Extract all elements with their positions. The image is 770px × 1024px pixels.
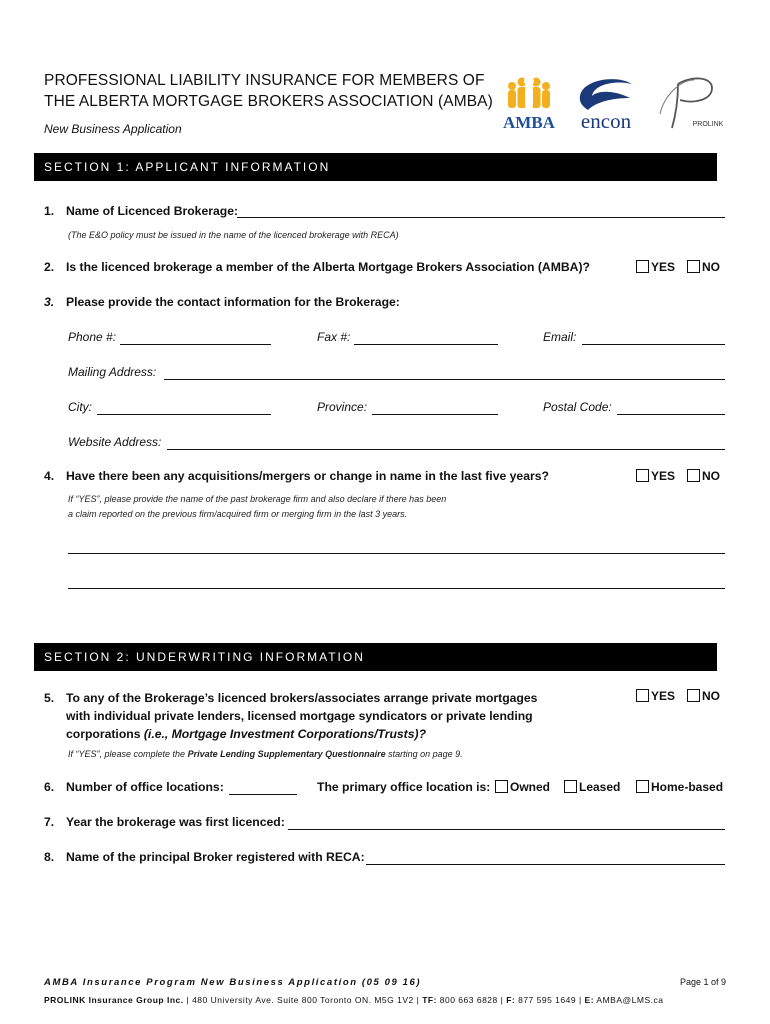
encon-logo	[572, 76, 640, 132]
leased-option[interactable]	[564, 780, 620, 794]
question-4	[44, 469, 549, 483]
footer-f-label: F:	[506, 995, 516, 1005]
q4-answer-line-2[interactable]	[68, 575, 725, 589]
question-3	[44, 295, 400, 309]
q5-no-label: NO	[702, 689, 720, 703]
question-7	[44, 815, 285, 829]
page-number: Page 1 of 9	[679, 977, 726, 987]
home-based-label: Home-based	[651, 780, 724, 794]
question-5	[44, 689, 537, 743]
footer-program-title: AMBA Insurance Program New Business Application (05 09 16)	[44, 977, 422, 988]
owned-option[interactable]	[495, 780, 550, 794]
province-field[interactable]	[372, 400, 498, 415]
question-1-label: Name of Licenced Brokerage:	[66, 204, 239, 218]
question-4-note-line-1: If “YES”, please provide the name of the past brokerage firm and also declare if there has been	[68, 494, 447, 504]
city-field[interactable]	[97, 400, 271, 415]
q5-yes-label: YES	[651, 689, 676, 703]
document-subtitle: New Business Application	[44, 122, 182, 136]
q2-yes-checkbox[interactable]	[636, 260, 649, 273]
question-1	[44, 204, 238, 218]
q5-yes-checkbox[interactable]	[636, 689, 649, 702]
q4-yes-checkbox[interactable]	[636, 469, 649, 482]
leased-label: Leased	[579, 780, 621, 794]
q2-no-option[interactable]	[687, 260, 720, 274]
home-based-checkbox[interactable]	[636, 780, 649, 793]
question-1-note: (The E&O policy must be issued in the name of the licenced brokerage with RECA)	[68, 230, 399, 240]
question-2	[44, 260, 590, 274]
footer-f: 877 595 1649 |	[515, 995, 585, 1005]
fax-label: Fax #:	[317, 330, 351, 344]
footer-email: AMBA@LMS.ca	[594, 995, 664, 1005]
fax-field[interactable]	[354, 330, 498, 345]
brokerage-name-field[interactable]	[237, 204, 725, 218]
title-line-2: THE ALBERTA MORTGAGE BROKERS ASSOCIATION (AMBA)	[44, 93, 493, 110]
footer-tf: 800 663 6828 |	[436, 995, 507, 1005]
document-title	[44, 70, 493, 112]
city-label: City:	[68, 400, 92, 414]
q2-no-checkbox[interactable]	[687, 260, 700, 273]
question-8	[44, 850, 365, 864]
question-5-note-b: Private Lending Supplementary Questionnaire	[187, 749, 386, 759]
q2-yes-option[interactable]	[636, 260, 675, 274]
province-label: Province:	[317, 400, 368, 414]
mailing-address-field[interactable]	[164, 365, 725, 380]
q5-no-checkbox[interactable]	[687, 689, 700, 702]
question-8-number: 8.	[44, 850, 55, 864]
prolink-logo-text: PROLINK	[692, 121, 724, 128]
title-line-1: PROFESSIONAL LIABILITY INSURANCE FOR MEMBERS OF	[44, 72, 485, 89]
question-5-line-3a: corporations	[66, 727, 144, 741]
question-2-number: 2.	[44, 260, 55, 274]
q4-no-label: NO	[702, 469, 720, 483]
question-7-label: Year the brokerage was first licenced:	[66, 815, 285, 829]
question-6-label: Number of office locations:	[66, 780, 224, 794]
website-field[interactable]	[167, 435, 725, 450]
q4-yes-option[interactable]	[636, 469, 675, 483]
section-1-header: SECTION 1: APPLICANT INFORMATION	[34, 153, 717, 181]
question-8-label: Name of the principal Broker registered with RECA:	[66, 850, 365, 864]
postal-code-field[interactable]	[617, 400, 725, 415]
question-5-number: 5.	[44, 691, 55, 705]
footer-address: | 480 University Ave. Suite 800 Toronto ON. M5G 1V2 |	[183, 995, 423, 1005]
question-6-number: 6.	[44, 780, 55, 794]
phone-label: Phone #:	[68, 330, 117, 344]
email-field[interactable]	[582, 330, 725, 345]
logo-group	[498, 74, 730, 134]
question-6	[44, 780, 224, 794]
question-5-line-1: To any of the Brokerage’s licenced brokers/associates arrange private mortgages	[66, 691, 538, 705]
question-1-number: 1.	[44, 204, 55, 218]
q2-no-label: NO	[702, 260, 720, 274]
year-licenced-field[interactable]	[288, 815, 725, 830]
footer-company: PROLINK Insurance Group Inc.	[44, 995, 184, 1005]
q5-yes-option[interactable]	[636, 689, 675, 703]
email-label: Email:	[543, 330, 577, 344]
q4-answer-line-1[interactable]	[68, 540, 725, 554]
q4-yes-label: YES	[651, 469, 676, 483]
q4-no-option[interactable]	[687, 469, 720, 483]
q2-yes-label: YES	[651, 260, 676, 274]
principal-broker-field[interactable]	[366, 850, 725, 865]
question-4-note-line-2: a claim reported on the previous firm/acquired firm or merging firm in the last 3 years.	[68, 509, 408, 519]
encon-logo-text: encon	[580, 109, 632, 132]
home-based-option[interactable]	[636, 780, 723, 794]
section-2-header: SECTION 2: UNDERWRITING INFORMATION	[34, 643, 717, 671]
website-label: Website Address:	[68, 435, 162, 449]
question-5-note-a: If “YES”, please complete the	[68, 749, 188, 759]
postal-code-label: Postal Code:	[543, 400, 612, 414]
leased-checkbox[interactable]	[564, 780, 577, 793]
owned-checkbox[interactable]	[495, 780, 508, 793]
q4-no-checkbox[interactable]	[687, 469, 700, 482]
mailing-address-label: Mailing Address:	[68, 365, 157, 379]
question-7-number: 7.	[44, 815, 55, 829]
primary-office-label: The primary office location is:	[317, 780, 491, 794]
question-3-label: Please provide the contact information for the Brokerage:	[66, 295, 400, 309]
footer-tf-label: TF:	[422, 995, 437, 1005]
question-4-label: Have there been any acquisitions/mergers or change in name in the last five years?	[66, 469, 549, 483]
phone-field[interactable]	[120, 330, 271, 345]
footer-contact	[44, 995, 663, 1005]
question-2-label: Is the licenced brokerage a member of the Alberta Mortgage Brokers Association (AMBA)?	[66, 260, 590, 274]
question-5-note-c: starting on page 9.	[385, 749, 463, 759]
question-3-number: 3.	[44, 295, 55, 309]
prolink-logo	[650, 74, 730, 132]
question-5-line-2: with individual private lenders, licensed mortgage syndicators or private lending	[66, 709, 533, 723]
owned-label: Owned	[510, 780, 551, 794]
q5-no-option[interactable]	[687, 689, 720, 703]
question-5-note	[68, 749, 463, 759]
amba-logo-text: AMBA	[503, 113, 555, 132]
question-5-line-3b: (i.e., Mortgage Investment Corporations/Trusts)?	[143, 727, 427, 741]
footer-e-label: E:	[584, 995, 595, 1005]
amba-logo	[498, 74, 560, 132]
office-locations-field[interactable]	[229, 780, 297, 795]
question-4-number: 4.	[44, 469, 55, 483]
